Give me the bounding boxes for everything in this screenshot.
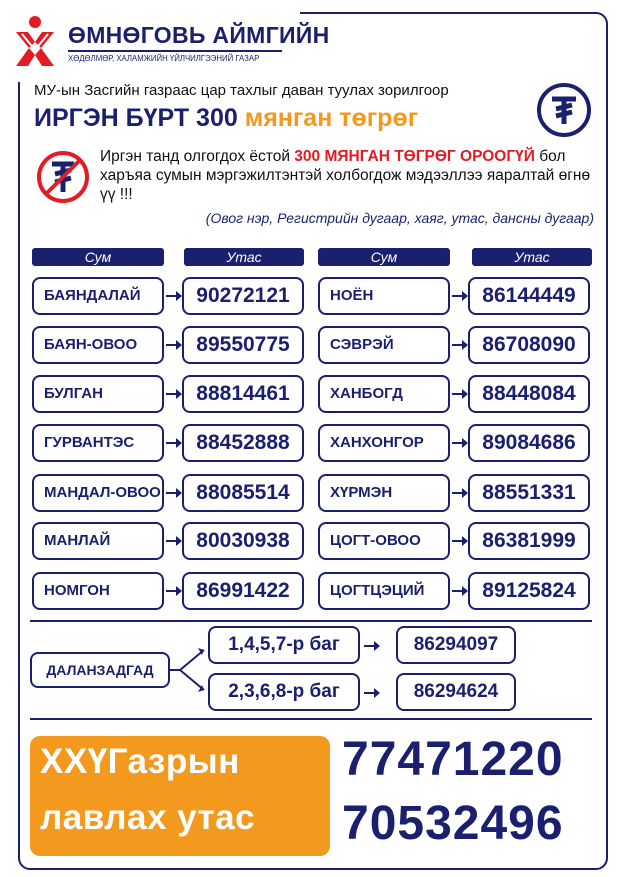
- arrow-icon: [452, 540, 466, 542]
- soum-phone[interactable]: 88452888: [182, 424, 304, 462]
- arrow-icon: [166, 393, 180, 395]
- arrow-icon: [166, 540, 180, 542]
- soum-name: ГУРВАНТЭС: [32, 424, 164, 462]
- soum-name: ЦОГТ-ОВОО: [318, 522, 450, 560]
- soum-phone[interactable]: 86991422: [182, 572, 304, 610]
- bag-phone-2[interactable]: 86294624: [396, 673, 516, 711]
- soum-phone[interactable]: 80030938: [182, 522, 304, 560]
- header-phone-left: Утас: [184, 248, 304, 266]
- arrow-icon: [452, 295, 466, 297]
- soum-name: МАНЛАЙ: [32, 522, 164, 560]
- soum-name: ХҮРМЭН: [318, 474, 450, 512]
- warning-suffix: бол харъяа сумын мэргэжилтэнтэй холбогдож мэдээллээ яаралтай өгнө үү !!!: [100, 148, 591, 203]
- hotline-line2: лавлах утас: [40, 798, 256, 837]
- soum-phone[interactable]: 89125824: [468, 572, 590, 610]
- soum-phone[interactable]: 86708090: [468, 326, 590, 364]
- divider: [68, 50, 282, 52]
- soum-phone[interactable]: 88551331: [468, 474, 590, 512]
- hotline-phone-2[interactable]: 70532496: [342, 797, 564, 850]
- arrow-icon: [166, 295, 180, 297]
- soum-name: БУЛГАН: [32, 375, 164, 413]
- branch-connector-icon: [170, 644, 210, 696]
- headline-part1: ИРГЭН БҮРТ 300: [34, 104, 238, 132]
- no-money-icon: [36, 150, 90, 204]
- divider: [30, 718, 592, 720]
- org-emblem-icon: [12, 14, 58, 68]
- soum-phone[interactable]: 88085514: [182, 474, 304, 512]
- soum-phone[interactable]: 89084686: [468, 424, 590, 462]
- org-subtitle: ХӨДӨЛМӨР, ХАЛАМЖИЙН ҮЙЛЧИЛГЭЭНИЙ ГАЗАР: [68, 54, 260, 63]
- arrow-icon: [364, 692, 378, 694]
- soum-name: МАНДАЛ-ОВОО: [32, 474, 164, 512]
- arrow-icon: [166, 442, 180, 444]
- header-sum-left: Сум: [32, 248, 164, 266]
- soum-phone[interactable]: 86381999: [468, 522, 590, 560]
- soum-phone[interactable]: 89550775: [182, 326, 304, 364]
- header-sum-right: Сум: [318, 248, 450, 266]
- warning-text: [100, 147, 596, 204]
- arrow-icon: [452, 393, 466, 395]
- divider: [30, 620, 592, 622]
- arrow-icon: [166, 344, 180, 346]
- soum-name: СЭВРЭЙ: [318, 326, 450, 364]
- warning-prefix: Иргэн танд олгогдох ёстой: [100, 148, 290, 165]
- header-phone-right: Утас: [472, 248, 592, 266]
- soum-name: БАЯНДАЛАЙ: [32, 277, 164, 315]
- arrow-icon: [452, 590, 466, 592]
- org-logo: [0, 0, 330, 82]
- arrow-icon: [452, 442, 466, 444]
- soum-name: НОЁН: [318, 277, 450, 315]
- intro-text: МУ-ын Засгийн газраас цар тахлыг даван туулах зорилгоор: [34, 82, 449, 99]
- soum-name: ЦОГТЦЭЦИЙ: [318, 572, 450, 610]
- hotline-banner: [30, 736, 330, 856]
- arrow-icon: [166, 590, 180, 592]
- headline: [34, 104, 418, 133]
- arrow-icon: [166, 492, 180, 494]
- bag-group-1: 1,4,5,7-р баг: [208, 626, 360, 664]
- soum-name: БАЯН-ОВОО: [32, 326, 164, 364]
- tugrik-icon: [536, 82, 592, 138]
- bag-phone-1[interactable]: 86294097: [396, 626, 516, 664]
- soum-name: ХАНБОГД: [318, 375, 450, 413]
- bag-group-2: 2,3,6,8-р баг: [208, 673, 360, 711]
- arrow-icon: [364, 645, 378, 647]
- soum-name: НОМГОН: [32, 572, 164, 610]
- arrow-icon: [452, 492, 466, 494]
- soum-phone[interactable]: 86144449: [468, 277, 590, 315]
- hotline-phone-1[interactable]: 77471220: [342, 733, 564, 786]
- soum-phone[interactable]: 88448084: [468, 375, 590, 413]
- soum-phone[interactable]: 90272121: [182, 277, 304, 315]
- soum-name: ХАНХОНГОР: [318, 424, 450, 462]
- headline-part2: мянган төгрөг: [244, 104, 419, 132]
- arrow-icon: [452, 344, 466, 346]
- dalanzadgad-name: ДАЛАНЗАДГАД: [30, 652, 170, 688]
- soum-phone[interactable]: 88814461: [182, 375, 304, 413]
- warning-highlight: 300 МЯНГАН ТӨГРӨГ ОРООГҮЙ: [294, 148, 535, 165]
- required-info-note: (Овог нэр, Регистрийн дугаар, хаяг, утас, дансны дугаар): [205, 210, 594, 226]
- hotline-line1: ХХҮГазрын: [40, 742, 240, 781]
- org-title: ӨМНӨГОВЬ АЙМГИЙН: [68, 22, 330, 48]
